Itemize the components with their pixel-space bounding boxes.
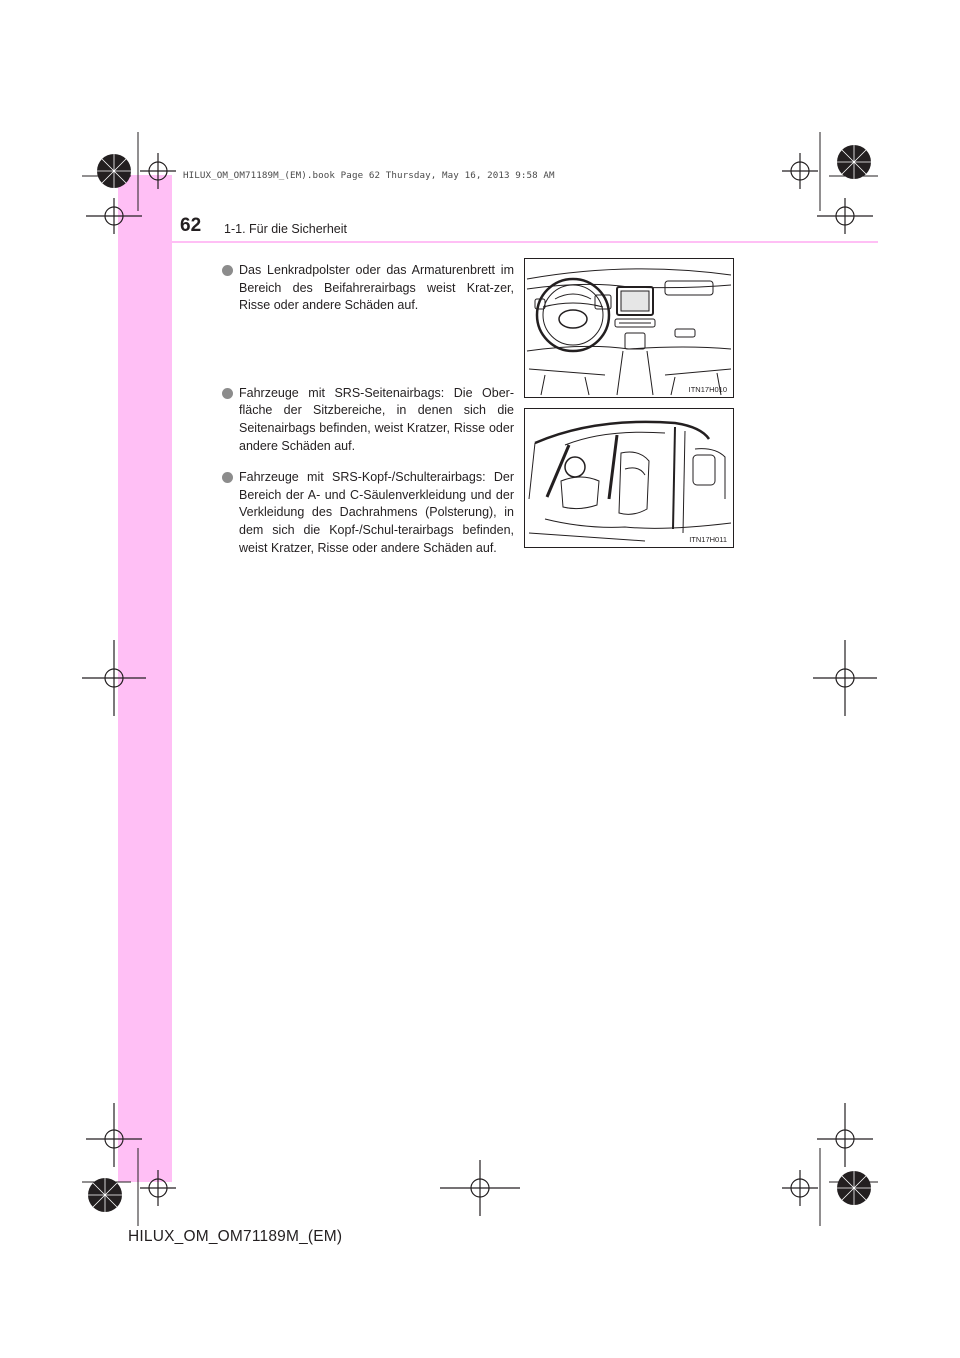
footer-text: HILUX_OM_OM71189M_(EM) [128,1228,343,1245]
bullet-text: Fahrzeuge mit SRS-Kopf-/Schulterairbags: Der Bereich der A- und C-Säulenverkleidung und der Verkleidung des Dachrahmens (Polsterung), in dem sich die Kopf-/Schul-terairbags befinden, weist Kratzer, Risse oder andere Schäden auf. [239,470,514,555]
book-info: HILUX_OM_OM71189M_(EM).book Page 62 Thursday, May 16, 2013 9:58 AM [183,170,555,181]
figure-code: ITN17H011 [689,535,727,544]
page-number: 62 [180,215,202,236]
section-title: 1-1. Für die Sicherheit [224,222,347,236]
bullet-text: Das Lenkradpolster oder das Armaturenbrett im Bereich des Beifahrerairbags weist Krat-zer, Risse oder andere Schäden auf. [239,263,514,313]
figure-code: ITN17H010 [688,385,727,394]
bullet-text: Fahrzeuge mit SRS-Seitenairbags: Die Ober-fläche der Sitzbereiche, in denen sich die Seitenairbags befinden, weist Kratzer, Risse oder andere Schäden auf. [239,385,514,453]
